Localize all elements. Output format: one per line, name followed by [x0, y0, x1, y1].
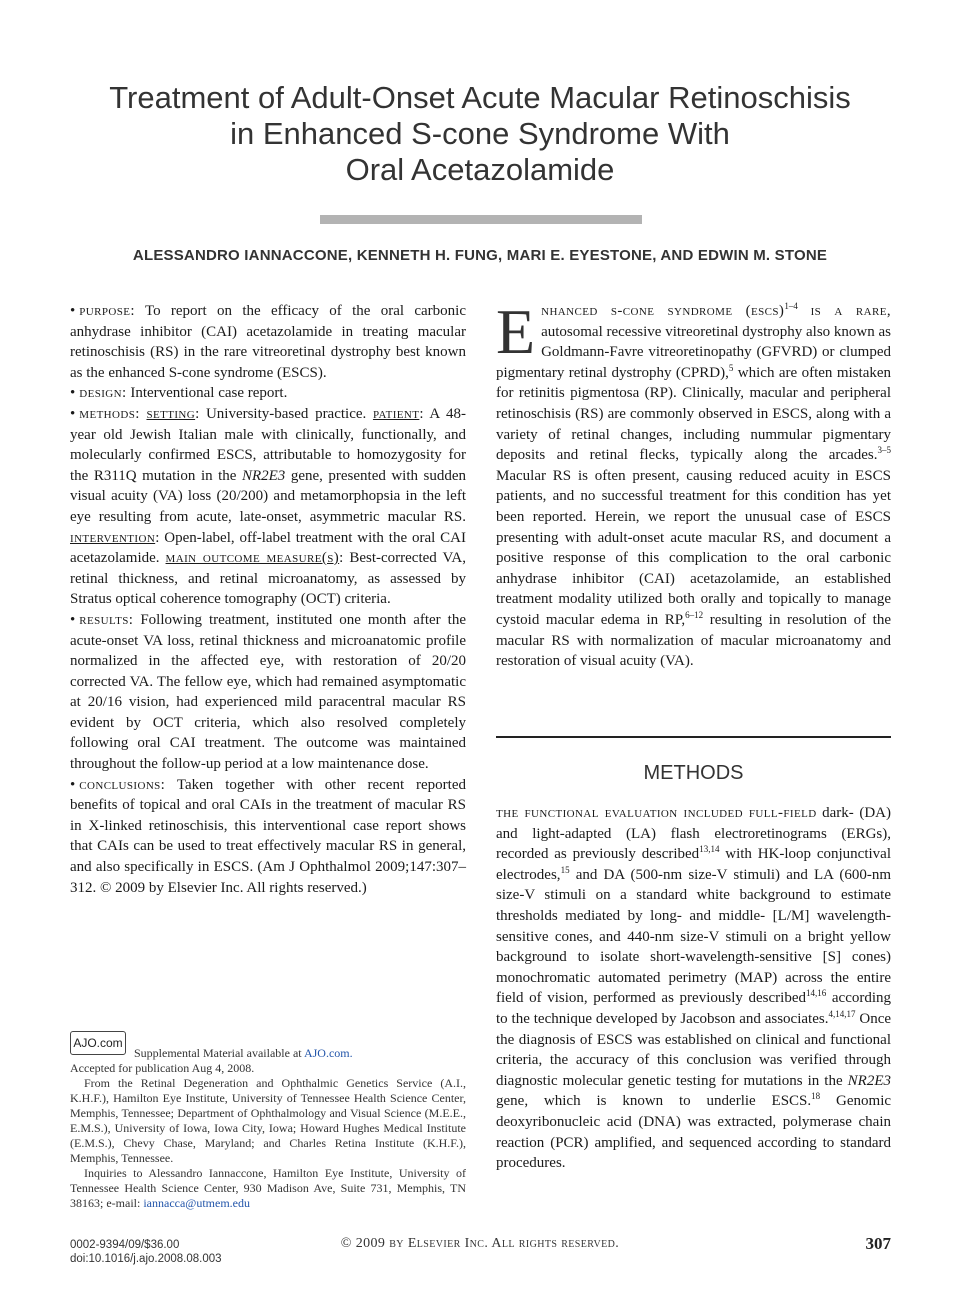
doi[interactable]: doi:10.1016/j.ajo.2008.08.003 [70, 1253, 222, 1265]
article-title [60, 80, 900, 188]
gene-name: NR2E3 [241, 467, 286, 484]
conclusions-label: conclusions: [79, 776, 166, 793]
abstract [70, 301, 466, 898]
accepted-note: Accepted for publication Aug 4, 2008. [70, 1061, 255, 1075]
reference-link[interactable]: 1–4 [784, 301, 798, 311]
reference-link[interactable]: 14,16 [805, 988, 827, 999]
inquiries-note: Inquiries to Alessandro Iannaccone, Hamilton Eye Institute, University of Tennessee Health Science Center, 930 Madison Ave, Suite 731, Memphis, TN 38163; e-mail: iannacca@utmem.edu [70, 1166, 466, 1210]
design-label: design: [79, 385, 127, 402]
author-list: ALESSANDRO IANNACCONE, KENNETH H. FUNG, MARI E. EYESTONE, AND EDWIN M. STONE [132, 247, 828, 264]
abstract-methods: • methods: setting: University-based practice. patient: A 48-year old Jewish Italian male with clinically, functionally, and molecularly confirmed ESCS, attributable to homozygosity for the R311Q mutation in the NR2E3 gene, presented with sudden visual acuity (VA) loss (20/200) and metamorphopsia in the left eye resulting from acute, late-onset, asymmetric macular RS. intervention: Open-label, off-label treatment with the oral CAI acetazolamide. main outcome measure(s): Best-corrected VA, retinal thickness, and retinal microanatomy, as assessed by Stratus optical coherence tomography (OCT) criteria. [70, 405, 467, 608]
supplemental-link[interactable]: AJO.com. [303, 1046, 353, 1060]
methods-label: methods: [79, 405, 140, 422]
gene-name: NR2E3 [847, 1072, 891, 1089]
purpose-label: purpose: [79, 303, 135, 319]
affiliations-note: From the Retinal Degeneration and Ophthalmic Genetics Service (A.I., K.H.F.), Hamilton Eye Institute, University of Tennessee Health Science Center, Memphis, Tennessee; Department of Ophthalmology and Visual Science (M.E.E., E.M.S.), University of Iowa, Iowa City, Iowa; Howard Hughes Medical Institute (E.M.S.), Chevy Chase, Maryland; and Charles Retina Institute (K.H.F.), Memphis, Tennessee. [70, 1076, 466, 1165]
title-line-1: Treatment of Adult-Onset Acute Macular Retinoschisis [109, 80, 851, 115]
title-line-3: Oral Acetazolamide [345, 152, 615, 187]
footnotes [70, 1046, 466, 1211]
reference-link[interactable]: 5 [728, 362, 734, 373]
supplemental-note: Supplemental Material available at AJO.com. [134, 1046, 353, 1060]
abstract-results: • results: Following treatment, instituted one month after the acute-onset VA loss, retinal thickness and microanatomic profile normalized in the affected eye, with restoration of 20/20 corrected VA. The fellow eye, which had remained asymptomatic at 20/16 vision, had experienced mild paracentral macular RS evident by OCT criteria, which also resolved completely following oral CAI treatment. The outcome was maintained throughout the follow-up period at a low maintenance dose. [70, 611, 466, 773]
title-divider [320, 215, 642, 224]
footer-identifiers [70, 1238, 222, 1266]
reference-link[interactable]: 6–12 [685, 609, 704, 620]
reference-link[interactable]: 13,14 [699, 844, 720, 855]
abstract-conclusions: • conclusions: Taken together with other recent reported benefits of topical and oral CAIs in the treatment of macular RS in X-linked retinoschisis, this interventional case report shows that CAIs can be used to treat effectively macular RS in general, and also specifically in ESCS. (Am J Ophthalmol 2009;147:307–312. © 2009 by Elsevier Inc. All rights reserved.) [70, 776, 466, 896]
reference-link[interactable]: 4,14,17 [828, 1008, 856, 1019]
results-label: results: [79, 611, 134, 628]
intervention-label: intervention [70, 529, 156, 546]
introduction: Enhanced s-cone syndrome (escs)$^{1-4}$ is a rare, autosomal recessive vitreoretinal dystrophy also known as Goldmann-Favre vitreoretinopathy (GFVRD) or clumped pigmentary retinal dystrophy (CPRD),$^5$ which are often mistaken for retinitis pigmentosa (RP). Clinically, macular and peripheral retinoschisis (RS) are commonly observed in ESCS, along with a variety of retinal changes, including nummular pigmentary deposits and retinal flecks, typically along the arcades.$^{3-5}$ Macular RS is often present, causing reduced acuity in ESCS patients, and no successful treatment for this condition has yet been reported. Herein, we report the unusual case of ESCS presenting with adult-onset acute macular RS, and document a positive response of this complication to the oral carbonic anhydrase inhibitor (CAI) acetazolamide, an established treatment modality utilized both orally and topically to manage cystoid macular edema in RP,$^{6-12}$ resulting in resolution of the macular RS with normalization of macular microanatomy and restoration of visual acuity (VA). [496, 296, 892, 670]
outcome-label: main outcome measure(s) [165, 550, 340, 567]
abstract-purpose: • purpose: To report on the efficacy of the oral carbonic anhydrase inhibitor (CAI) acetazolamide in treating macular retinoschisis (RS) in the rare vitreoretinal dystrophy best known as the enhanced S-cone syndrome (ESCS). [70, 303, 466, 381]
issn: 0002-9394/09/$36.00 [70, 1239, 180, 1251]
reference-link[interactable]: 15 [560, 864, 570, 875]
methods-heading: METHODS [643, 762, 744, 784]
methods-section: the functional evaluation included full-field dark- (DA) and light-adapted (LA) flash electroretinograms (ERGs), recorded as previously described$^{13,14}$ with HK-loop conjunctival electrodes,$^{15}$ and DA (500-nm size-V stimuli) and LA (600-nm size-V stimuli on a standard white background to estimate thresholds mediated by long- and middle- [L/M] wavelength-sensitive cones, and 440-nm size-V stimuli on a bright yellow background to isolate short-wavelength-sensitive [S] cones) monochromatic automated perimetry (MAP) across the entire field of vision, performed as previously described$^{14,16}$ according to the technique developed by Jacobson and associates.$^{4,14,17}$ Once the diagnosis of ESCS was established on clinical and functional criteria, the accuracy of this conclusion was verified through diagnostic molecular genetic testing for mutations in the NR2E3 gene, which is known to underlie ESCS.$^{18}$ Genomic deoxyribonucleic acid (DNA) was extracted, polymerase chain reaction (PCR) amplified, and sequenced according to standard procedures. [496, 805, 892, 1172]
title-line-2: in Enhanced S-cone Syndrome With [230, 116, 730, 151]
drop-cap: E [496, 296, 536, 367]
reference-link[interactable]: 3–5 [877, 445, 891, 456]
abstract-design: • design: Interventional case report. [70, 385, 288, 402]
footer-copyright: © 2009 by Elsevier Inc. All rights reserved. [340, 1236, 620, 1251]
email-link[interactable]: iannacca@utmem.edu [143, 1196, 250, 1210]
reference-link[interactable]: 18 [811, 1091, 821, 1102]
setting-label: setting [146, 405, 196, 422]
ajo-logo[interactable]: AJO.com [70, 1031, 126, 1055]
section-divider [496, 736, 891, 738]
page-number: 307 [865, 1234, 891, 1253]
patient-label: patient [372, 405, 420, 422]
